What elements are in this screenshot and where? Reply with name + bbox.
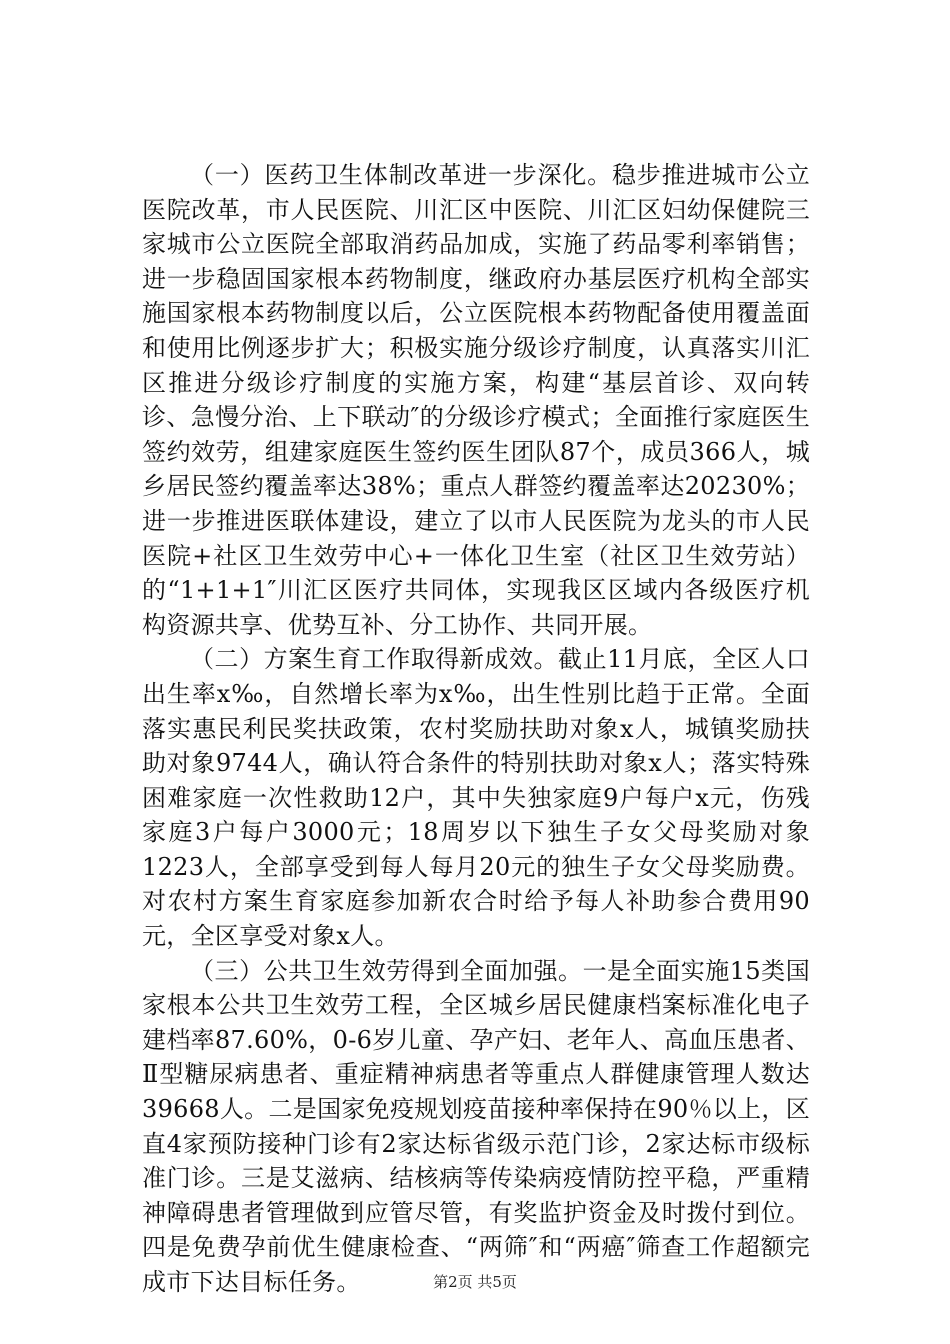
paragraph-public-health: （三）公共卫生效劳得到全面加强。一是全面实施15类国家根本公共卫生效劳工程，全区城乡居民健康档案标准化电子建档率87.60%，0-6岁儿童、孕产妇、老年人、高血压患者、Ⅱ型糖尿病患者、重症精神病患者等重点人群健康管理人数达39668人。二是国家免疫规划疫苗接种率保持在90％以上，区直4家预防接种门诊有2家达标省级示范门诊，2家达标市级标准门诊。三是艾滋病、结核病等传染病疫情防控平稳，严重精神障碍患者管理做到应管尽管，有奖监护资金及时拨付到位。四是免费孕前优生健康检查、“两筛″和“两癌″筛查工作超额完成市下达目标任务。 [142, 956, 810, 1296]
paragraph-medical-reform: （一）医药卫生体制改革进一步深化。稳步推进城市公立医院改革，市人民医院、川汇区中医院、川汇区妇幼保健院三家城市公立医院全部取消药品加成，实施了药品零利率销售；进一步稳固国家根本药物制度，继政府办基层医疗机构全部实施国家根本药物制度以后，公立医院根本药物配备使用覆盖面和使用比例逐步扩大；积极实施分级诊疗制度，认真落实川汇区推进分级诊疗制度的实施方案，构建“基层首诊、双向转诊、急慢分治、上下联动″的分级诊疗模式；全面推行家庭医生签约效劳，组建家庭医生签约医生团队87个，成员366人，城乡居民签约覆盖率达38%；重点人群签约覆盖率达20230%；进一步推进医联体建设，建立了以市人民医院为龙头的市人民医院+社区卫生效劳中心+一体化卫生室（社区卫生效劳站）的“1+1+1″川汇区医疗共同体，实现我区区域内各级医疗机构资源共享、优势互补、分工协作、共同开展。 [142, 161, 810, 639]
document-body [142, 158, 810, 1300]
page-footer: 第2页 共5页 [433, 1273, 517, 1291]
paragraph-family-planning: （二）方案生育工作取得新成效。截止11月底，全区人口出生率x‰，自然增长率为x‰，出生性别比趋于正常。全面落实惠民利民奖扶政策，农村奖励扶助对象x人，城镇奖励扶助对象9744人，确认符合条件的特别扶助对象x人；落实特殊困难家庭一次性救助12户，其中失独家庭9户每户x元，伤残家庭3户每户3000元；18周岁以下独生子女父母奖励对象1223人，全部享受到每人每月20元的独生子女父母奖励费。对农村方案生育家庭参加新农合时给予每人补助参合费用90元，全区享受对象x人。 [142, 645, 810, 951]
